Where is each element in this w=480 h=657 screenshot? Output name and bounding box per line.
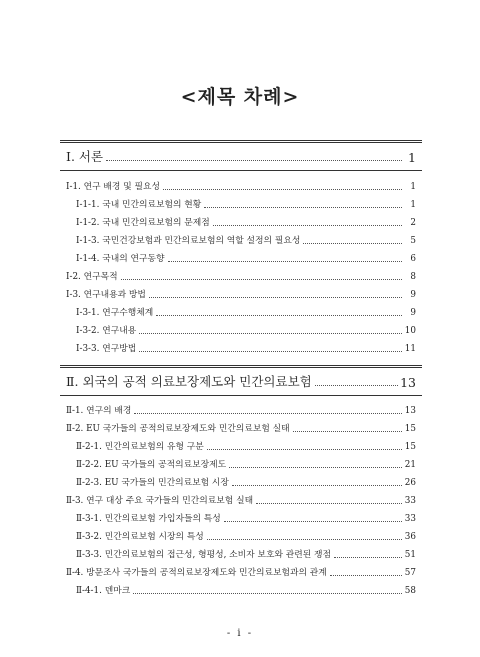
toc-entry[interactable] [76,303,416,318]
toc-entry-label: Ⅰ-3. 연구내용과 방법 [66,290,146,300]
toc-entry-page: 15 [404,442,416,452]
toc-entry-label: Ⅰ-3-2. 연구내용 [76,326,137,336]
dot-leader [229,466,402,468]
toc-entry-label: Ⅰ-1-3. 국민건강보험과 민간의료보험의 역할 설정의 필요성 [76,236,301,246]
toc-entry[interactable] [66,285,416,300]
section-label: Ⅰ. 서론 [66,149,104,164]
toc-entry-page: 13 [404,406,416,416]
toc-entry-page: 1 [410,200,416,210]
dot-leader [207,538,402,540]
dot-leader [133,592,402,594]
toc-entry[interactable] [76,527,416,542]
toc-entry[interactable] [66,491,416,506]
toc-entry[interactable] [76,339,416,354]
toc-entry-page: 11 [404,344,416,354]
dot-leader [156,314,402,316]
toc-entry-label: Ⅱ-3. 연구 대상 주요 국가들의 민간의료보험 실태 [66,496,254,506]
toc-entry-page: 36 [404,532,416,542]
toc-entry-page: 58 [404,586,416,596]
toc-entry-label: Ⅱ-3-3. 민간의료보험의 접근성, 형평성, 소비자 보호와 관련된 쟁점 [76,550,332,560]
toc-entry-page: 9 [410,308,416,318]
toc-entry-label: Ⅱ-3-2. 민간의료보험 시장의 특성 [76,532,204,542]
toc-entry-label: Ⅰ-1-4. 국내의 연구동향 [76,254,165,264]
toc-entry-label: Ⅱ-2-1. 민간의료보험의 유형 구분 [76,442,204,452]
toc-entry-page: 6 [410,254,416,264]
toc-entry[interactable] [76,213,416,228]
toc-entry-page: 57 [404,568,416,578]
toc-entry[interactable] [76,455,416,470]
toc-entry-page: 2 [410,218,416,228]
dot-leader [139,332,402,334]
dot-leader [293,430,402,432]
toc-entry-page: 33 [404,496,416,506]
toc-entry-page: 1 [410,182,416,192]
toc-entry-page: 51 [404,550,416,560]
dot-leader [303,242,402,244]
toc-entry-label: Ⅱ-2. EU 국가들의 공적의료보장제도와 민간의료보험 실태 [66,424,290,434]
toc-entry-label: Ⅰ-1-2. 국내 민간의료보험의 문제점 [76,218,210,228]
toc-entry-page: 8 [410,272,416,282]
dot-leader [149,296,402,298]
toc-entry-label: Ⅰ-3-3. 연구방법 [76,344,137,354]
toc-entry[interactable] [76,321,416,336]
toc-entry-page: 26 [404,478,416,488]
dot-leader [168,260,403,262]
toc-entry[interactable] [76,545,416,560]
toc-entry-label: Ⅰ-3-1. 연구수행체계 [76,308,154,318]
page-number: - i - [226,628,254,639]
dot-leader [330,574,402,576]
toc-entry-page: 21 [404,460,416,470]
page-title: <제목 차례> [180,86,300,108]
toc-entry-page: 33 [404,514,416,524]
toc-entry[interactable] [76,581,416,596]
toc-entry-label: Ⅱ-4. 방문조사 국가들의 공적의료보장제도와 민간의료보험과의 관계 [66,568,327,578]
dot-leader [232,484,402,486]
toc-entry-page: 9 [410,290,416,300]
dot-leader [213,224,402,226]
toc-entry-label: Ⅱ-1. 연구의 배경 [66,406,132,416]
section-page: 1 [408,150,416,165]
toc-entry[interactable] [76,249,416,264]
toc-entry-page: 5 [410,236,416,246]
dot-leader [256,502,402,504]
toc-entry-label: Ⅱ-3-1. 민간의료보험 가입자들의 특성 [76,514,221,524]
toc-entry[interactable] [66,419,416,434]
toc-entry-label: Ⅱ-4-1. 덴마크 [76,586,131,596]
toc-entry-label: Ⅰ-1-1. 국내 민간의료보험의 현황 [76,200,202,210]
toc-entry[interactable] [66,563,416,578]
toc-entry[interactable] [76,195,416,210]
toc-entry[interactable] [76,509,416,524]
dot-leader [121,278,402,280]
dot-leader [163,188,402,190]
toc-entry-page: 10 [404,326,416,336]
toc-entry[interactable] [66,177,416,192]
toc-entry-label: Ⅰ-2. 연구목적 [66,272,118,282]
toc-entry-page: 15 [404,424,416,434]
dot-leader [224,520,402,522]
toc-entry[interactable] [66,267,416,282]
dot-leader [334,556,402,558]
dot-leader [139,350,402,352]
dot-leader [207,448,402,450]
toc-entry[interactable] [66,401,416,416]
toc-entry[interactable] [76,437,416,452]
toc-entry-label: Ⅱ-2-2. EU 국가들의 공적의료보장제도 [76,460,227,470]
toc-entry-label: Ⅱ-2-3. EU 국가들의 민간의료보험 시장 [76,478,229,488]
section-label: Ⅱ. 외국의 공적 의료보장제도와 민간의료보험 [66,374,312,389]
dot-leader [204,206,402,208]
dot-leader [134,412,402,414]
toc-entry[interactable] [76,473,416,488]
section-page: 13 [400,375,416,390]
toc-entry[interactable] [76,231,416,246]
toc-entry-label: Ⅰ-1. 연구 배경 및 필요성 [66,182,161,192]
